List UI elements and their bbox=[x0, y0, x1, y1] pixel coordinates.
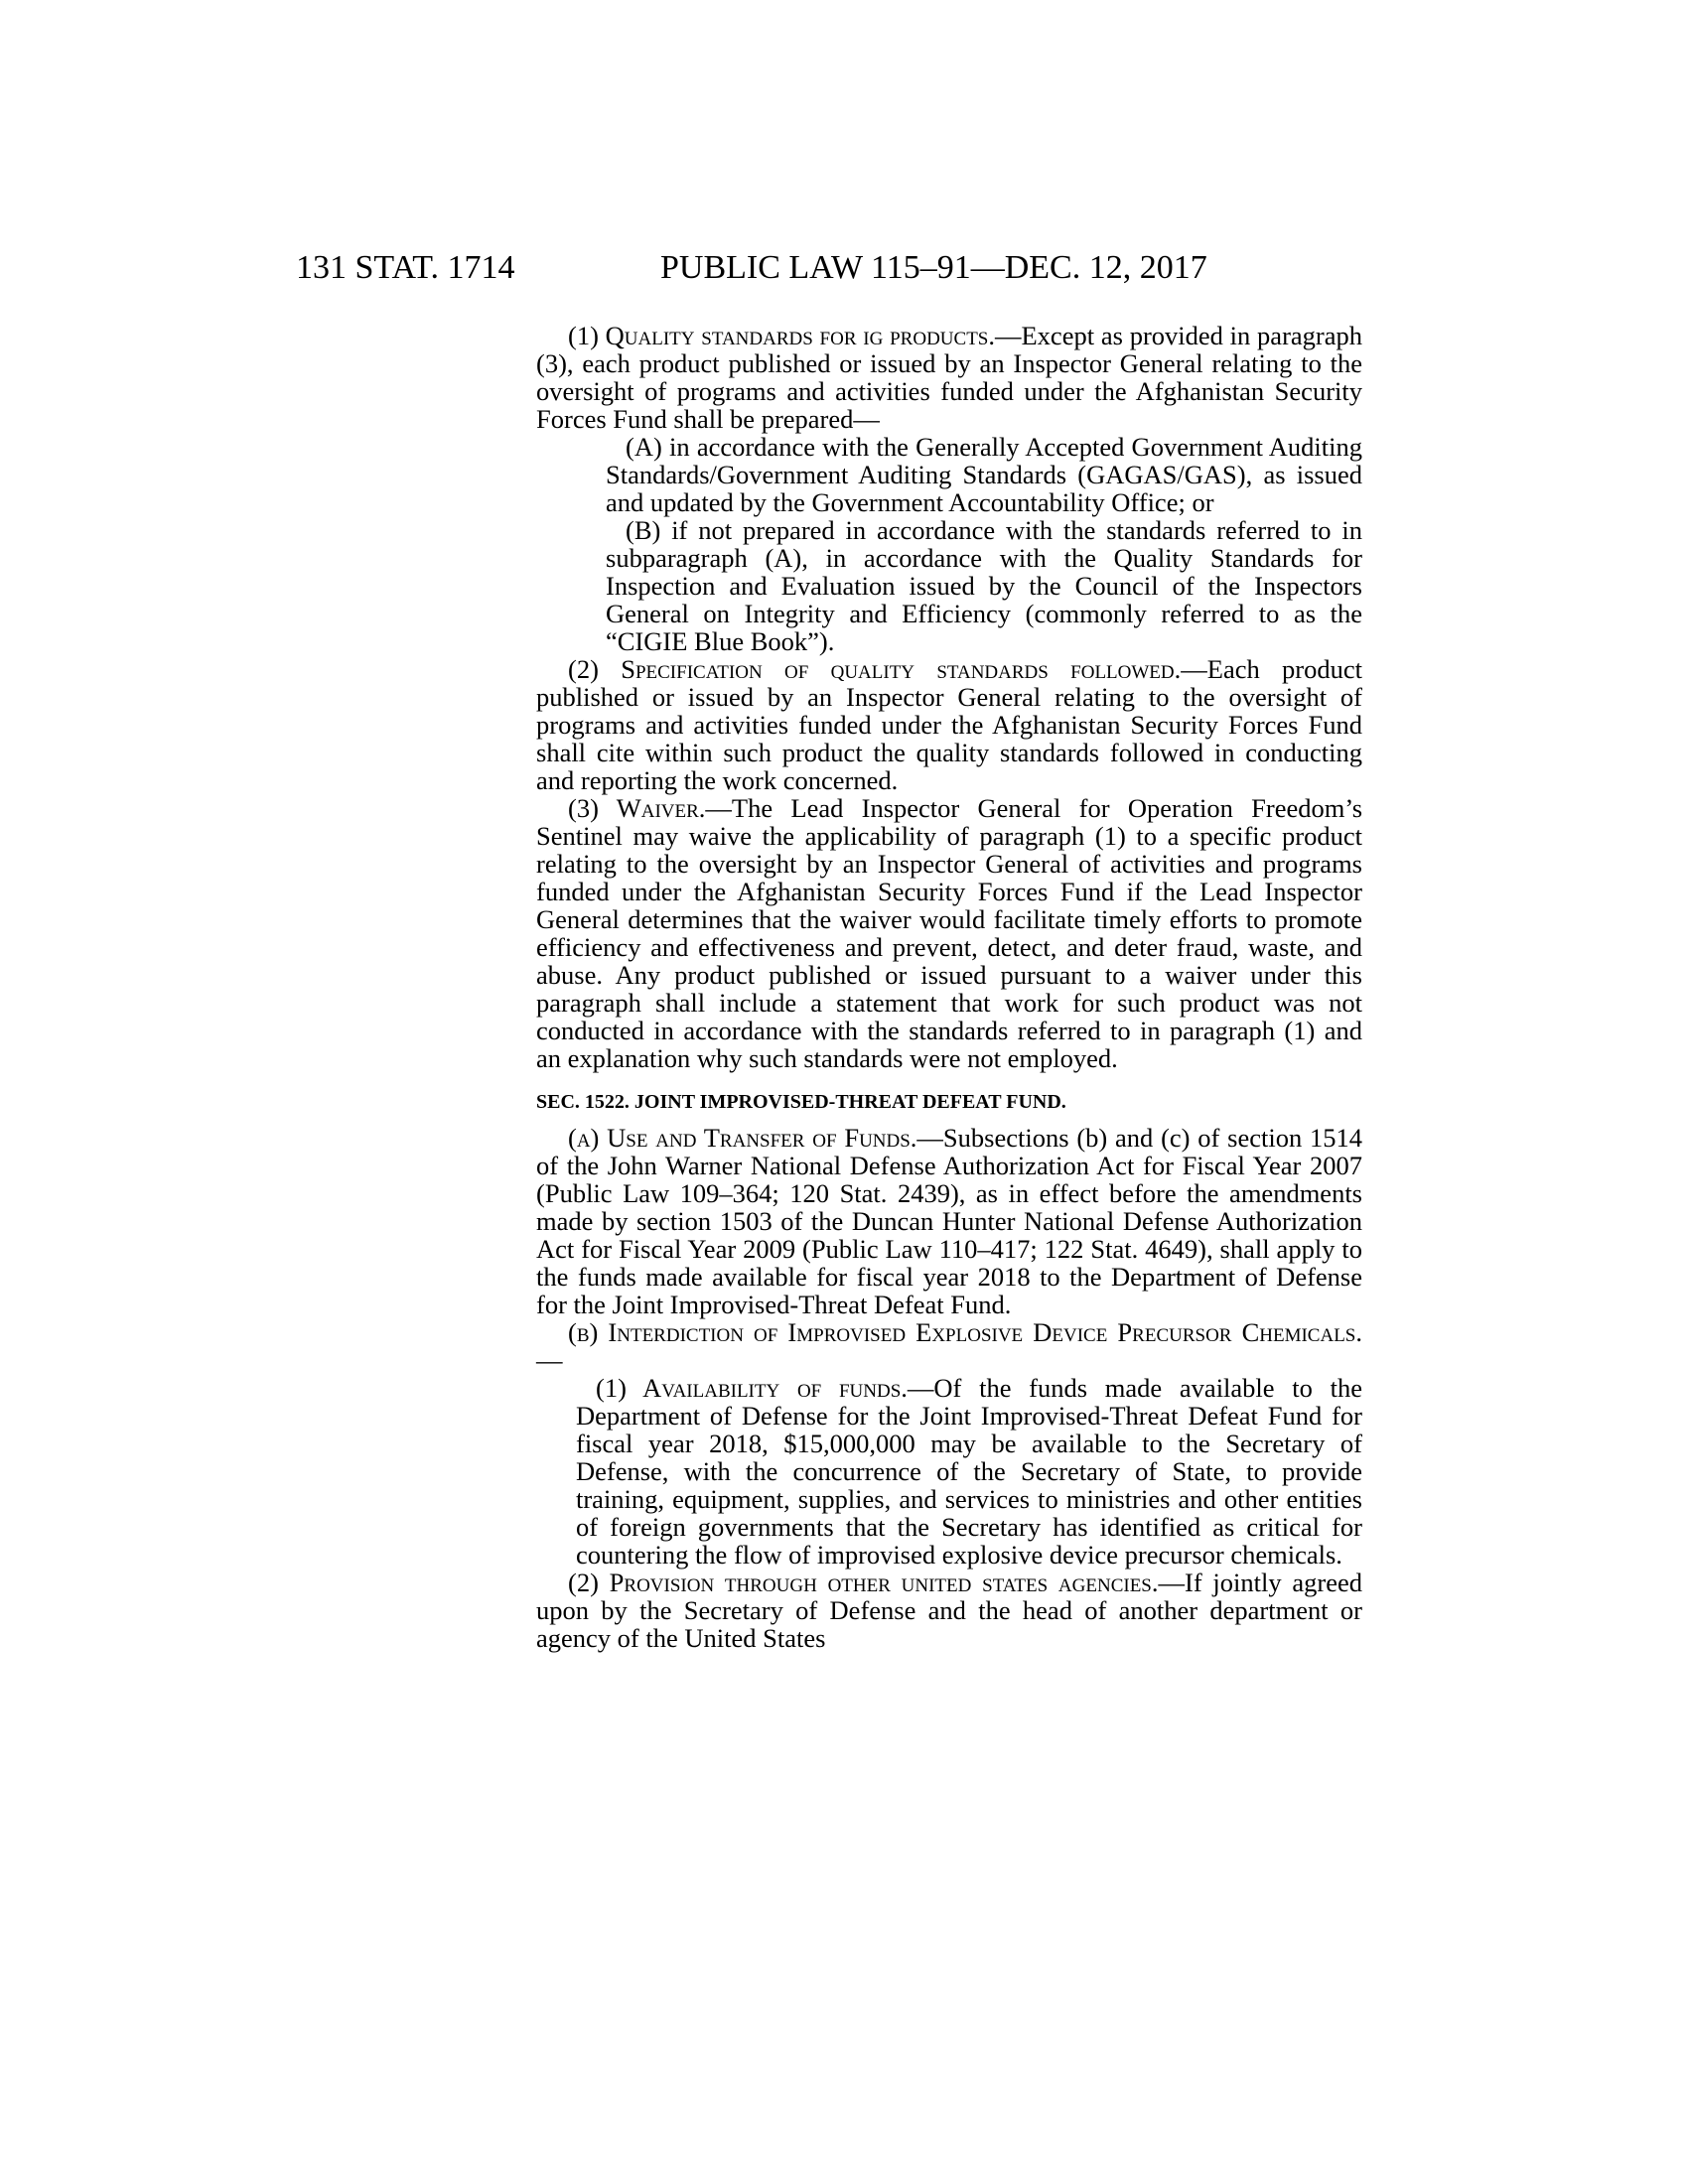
paragraph-waiver bbox=[536, 794, 1362, 1072]
paragraph-heading: (2) Provision through other united states agencies. bbox=[568, 1568, 1159, 1597]
document-body bbox=[536, 322, 1362, 1652]
paragraph-interdiction bbox=[536, 1318, 1362, 1374]
paragraph-availability bbox=[536, 1374, 1362, 1569]
paragraph-heading: (b) Interdiction of Improvised Explosive Device Precursor Chemicals. bbox=[568, 1317, 1362, 1347]
paragraph-heading: (2) Specification of quality standards followed. bbox=[568, 654, 1182, 684]
paragraph-heading: (1) Quality standards for ig products. bbox=[568, 321, 995, 350]
subparagraph-a bbox=[536, 433, 1362, 516]
paragraph-text: (B) if not prepared in accordance with the standards referred to in subparagraph (A), in accordance with the Quality Standards for Inspection and Evaluation issued by the Council of the Inspectors General on Integrity and Efficiency (commonly referred to as the “CIGIE Blue Book”). bbox=[606, 515, 1362, 656]
paragraph-quality-standards bbox=[536, 322, 1362, 433]
section-heading: SEC. 1522. JOINT IMPROVISED-THREAT DEFEAT FUND. bbox=[536, 1091, 1066, 1113]
paragraph-text: —Subsections (b) and (c) of section 1514 of the John Warner National Defense Authorization Act for Fiscal Year 2007 (Public Law 109–364; 120 Stat. 2439), as in effect before the amendments made by section 1503 of the Duncan Hunter National Defense Authorization Act for Fiscal Year 2009 (Public Law 110–417; 122 Stat. 4649), shall apply to the funds made available for fiscal year 2018 to the Department of Defense for the Joint Improvised-Threat Defeat Fund. bbox=[536, 1123, 1362, 1319]
paragraph-text: —Each product published or issued by an Inspector General relating to the oversight of programs and activities funded under the Afghanistan Security Forces Fund shall cite within such product the quality standards followed in conducting and reporting the work concerned. bbox=[536, 654, 1362, 795]
page-number: 131 STAT. 1714 bbox=[296, 249, 515, 286]
page-header bbox=[296, 248, 1319, 288]
paragraph-text: —Except as provided in paragraph (3), each product published or issued by an Inspector General relating to the oversight of programs and activities funded under the Afghanistan Security Forces Fund shall be prepared— bbox=[536, 321, 1362, 434]
paragraph-provision bbox=[536, 1569, 1362, 1652]
paragraph-text: —Of the funds made available to the Department of Defense for the Joint Improvised-Threat Defeat Fund for fiscal year 2018, $15,000,000 may be available to the Secretary of Defense, with the concurrence of the Secretary of State, to provide training, equipment, supplies, and services to ministries and other entities of foreign governments that the Secretary has identified as critical for countering the flow of improvised explosive device precursor chemicals. bbox=[576, 1373, 1362, 1570]
paragraph-use-and-transfer bbox=[536, 1124, 1362, 1318]
running-head: PUBLIC LAW 115–91—DEC. 12, 2017 bbox=[660, 249, 1207, 286]
paragraph-text: —The Lead Inspector General for Operation Freedom’s Sentinel may waive the applicability of paragraph (1) to a specific product relating to the oversight by an Inspector General of activities and programs funded under the Afghanistan Security Forces Fund if the Lead Inspector General determines that the waiver would facilitate timely efforts to promote efficiency and effectiveness and prevent, detect, and deter fraud, waste, and abuse. Any product published or issued pursuant to a waiver under this paragraph shall include a statement that work for such product was not conducted in accordance with the standards referred to in paragraph (1) and an explanation why such standards were not employed. bbox=[536, 793, 1363, 1073]
paragraph-text: — bbox=[536, 1345, 563, 1375]
paragraph-text: —If jointly agreed upon by the Secretary of Defense and the head of another department or agency of the United States bbox=[536, 1568, 1362, 1653]
paragraph-text: (A) in accordance with the Generally Accepted Government Auditing Standards/Government Auditing Standards (GAGAS/GAS), as issued and updated by the Government Accountability Office; or bbox=[606, 432, 1362, 517]
paragraph-specification bbox=[536, 655, 1362, 794]
paragraph-heading: (a) Use and Transfer of Funds. bbox=[568, 1123, 917, 1153]
paragraph-heading: (1) Availability of funds. bbox=[596, 1373, 908, 1403]
paragraph-heading: (3) Waiver. bbox=[568, 793, 706, 823]
subparagraph-b bbox=[536, 516, 1362, 655]
